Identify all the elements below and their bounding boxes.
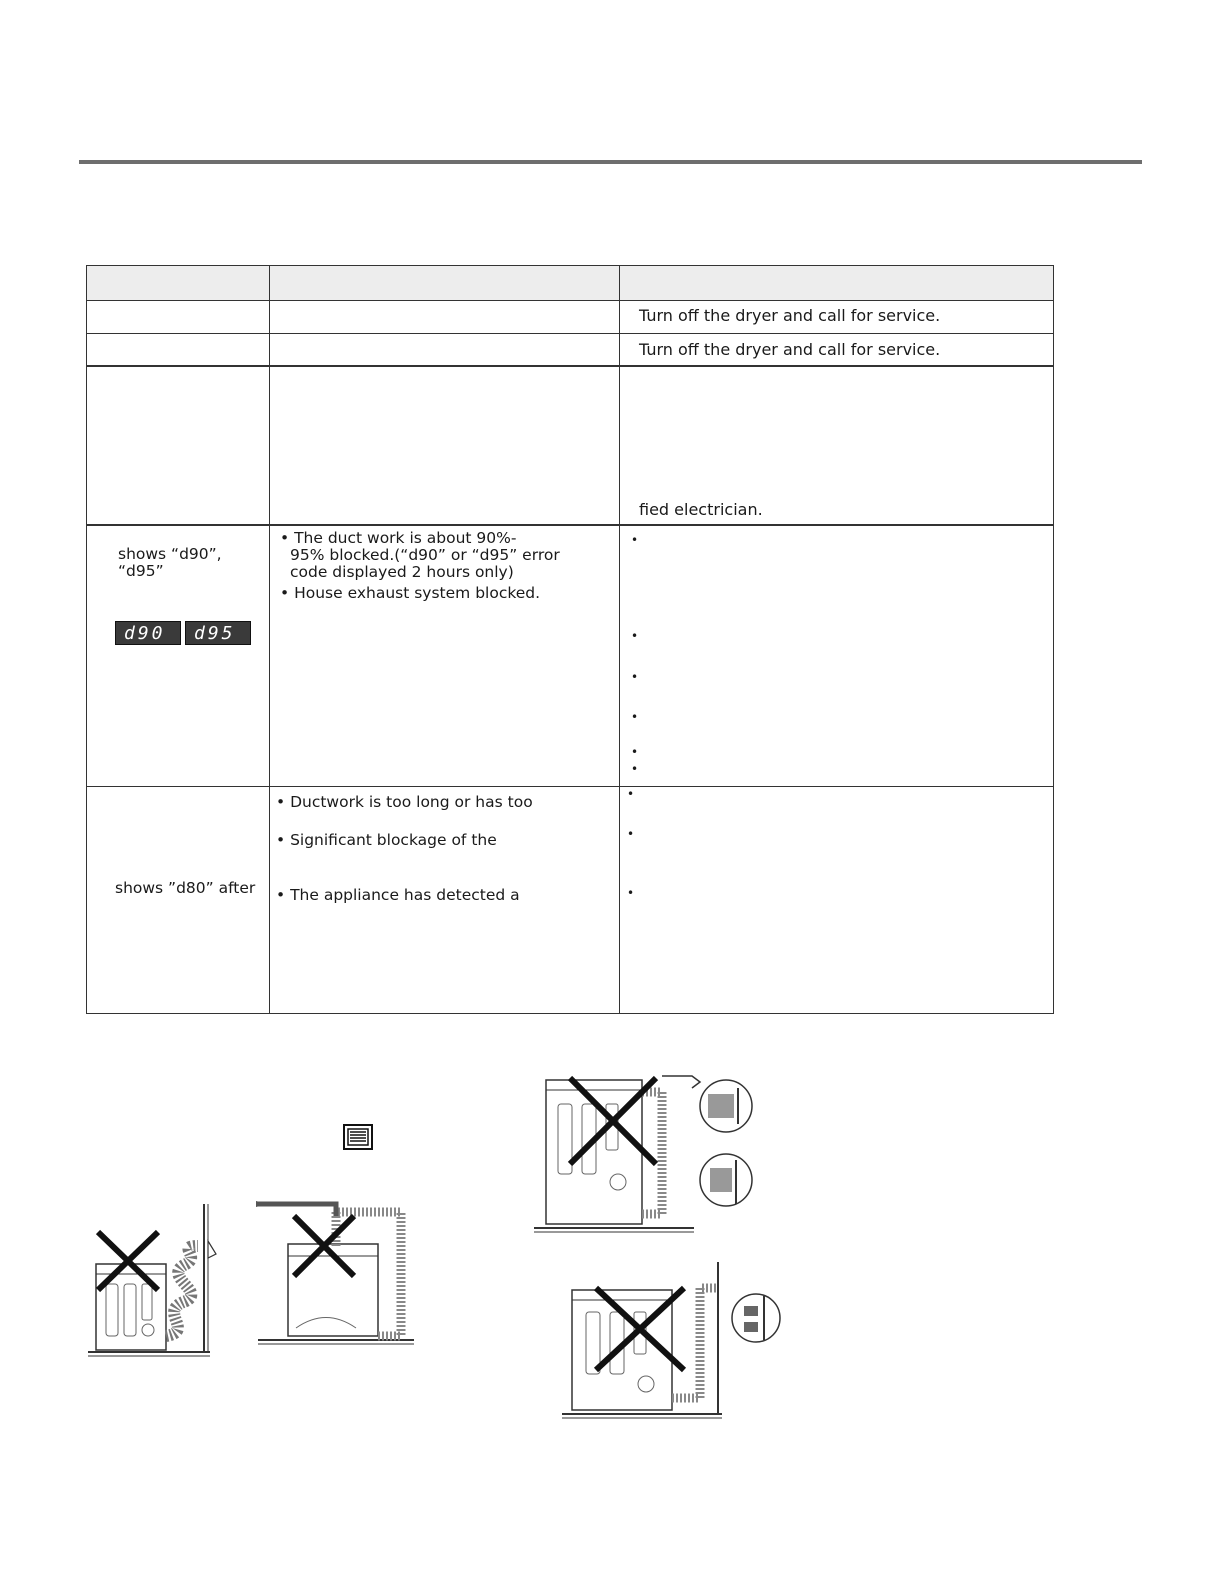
cause-cell: • The appliance has detected a [276,886,520,904]
cause-cell: • Ductwork is too long or has too [276,793,533,811]
bullet: • [627,886,635,900]
problem-cell: “d95” [118,562,164,580]
column-divider-2 [619,266,620,1013]
illustration-crushed-duct [86,1196,226,1364]
cause-cell: code displayed 2 hours only) [290,563,514,581]
vent-icon [343,1124,373,1150]
row-divider [87,365,1053,367]
solution-cell: Turn off the dryer and call for service. [639,340,941,359]
table-header-row [87,266,1053,301]
display-code-d90: d90 [115,621,181,645]
illustration-long-duct [256,1196,416,1364]
cause-cell: • House exhaust system blocked. [280,584,541,602]
bullet: • [631,629,639,643]
illustration-blocked-wall-vent [560,1258,790,1428]
bullet: • [631,762,639,776]
cause-cell: • Significant blockage of the [276,831,497,849]
bullet: • [631,745,639,759]
bullet: • [631,670,639,684]
row-divider [87,524,1053,526]
row-divider [87,786,1053,787]
cause-cell: • The duct work is about 90%- [280,529,517,547]
bullet: • [631,533,639,547]
problem-cell: shows ”d80” after [115,879,256,897]
column-divider-1 [269,266,270,1013]
solution-cell: fied electrician. [639,500,763,519]
row-divider [87,333,1053,334]
display-code-d95: d95 [185,621,251,645]
illustration-blocked-vent [532,1064,772,1240]
bullet: • [627,787,635,801]
troubleshooting-table [86,265,1054,1014]
cause-cell: 95% blocked.(“d90” or “d95” error [290,546,560,564]
bullet: • [627,827,635,841]
solution-cell: Turn off the dryer and call for service. [639,306,941,325]
problem-cell: shows “d90”, [118,545,222,563]
header-rule [79,160,1142,164]
bullet: • [631,710,639,724]
